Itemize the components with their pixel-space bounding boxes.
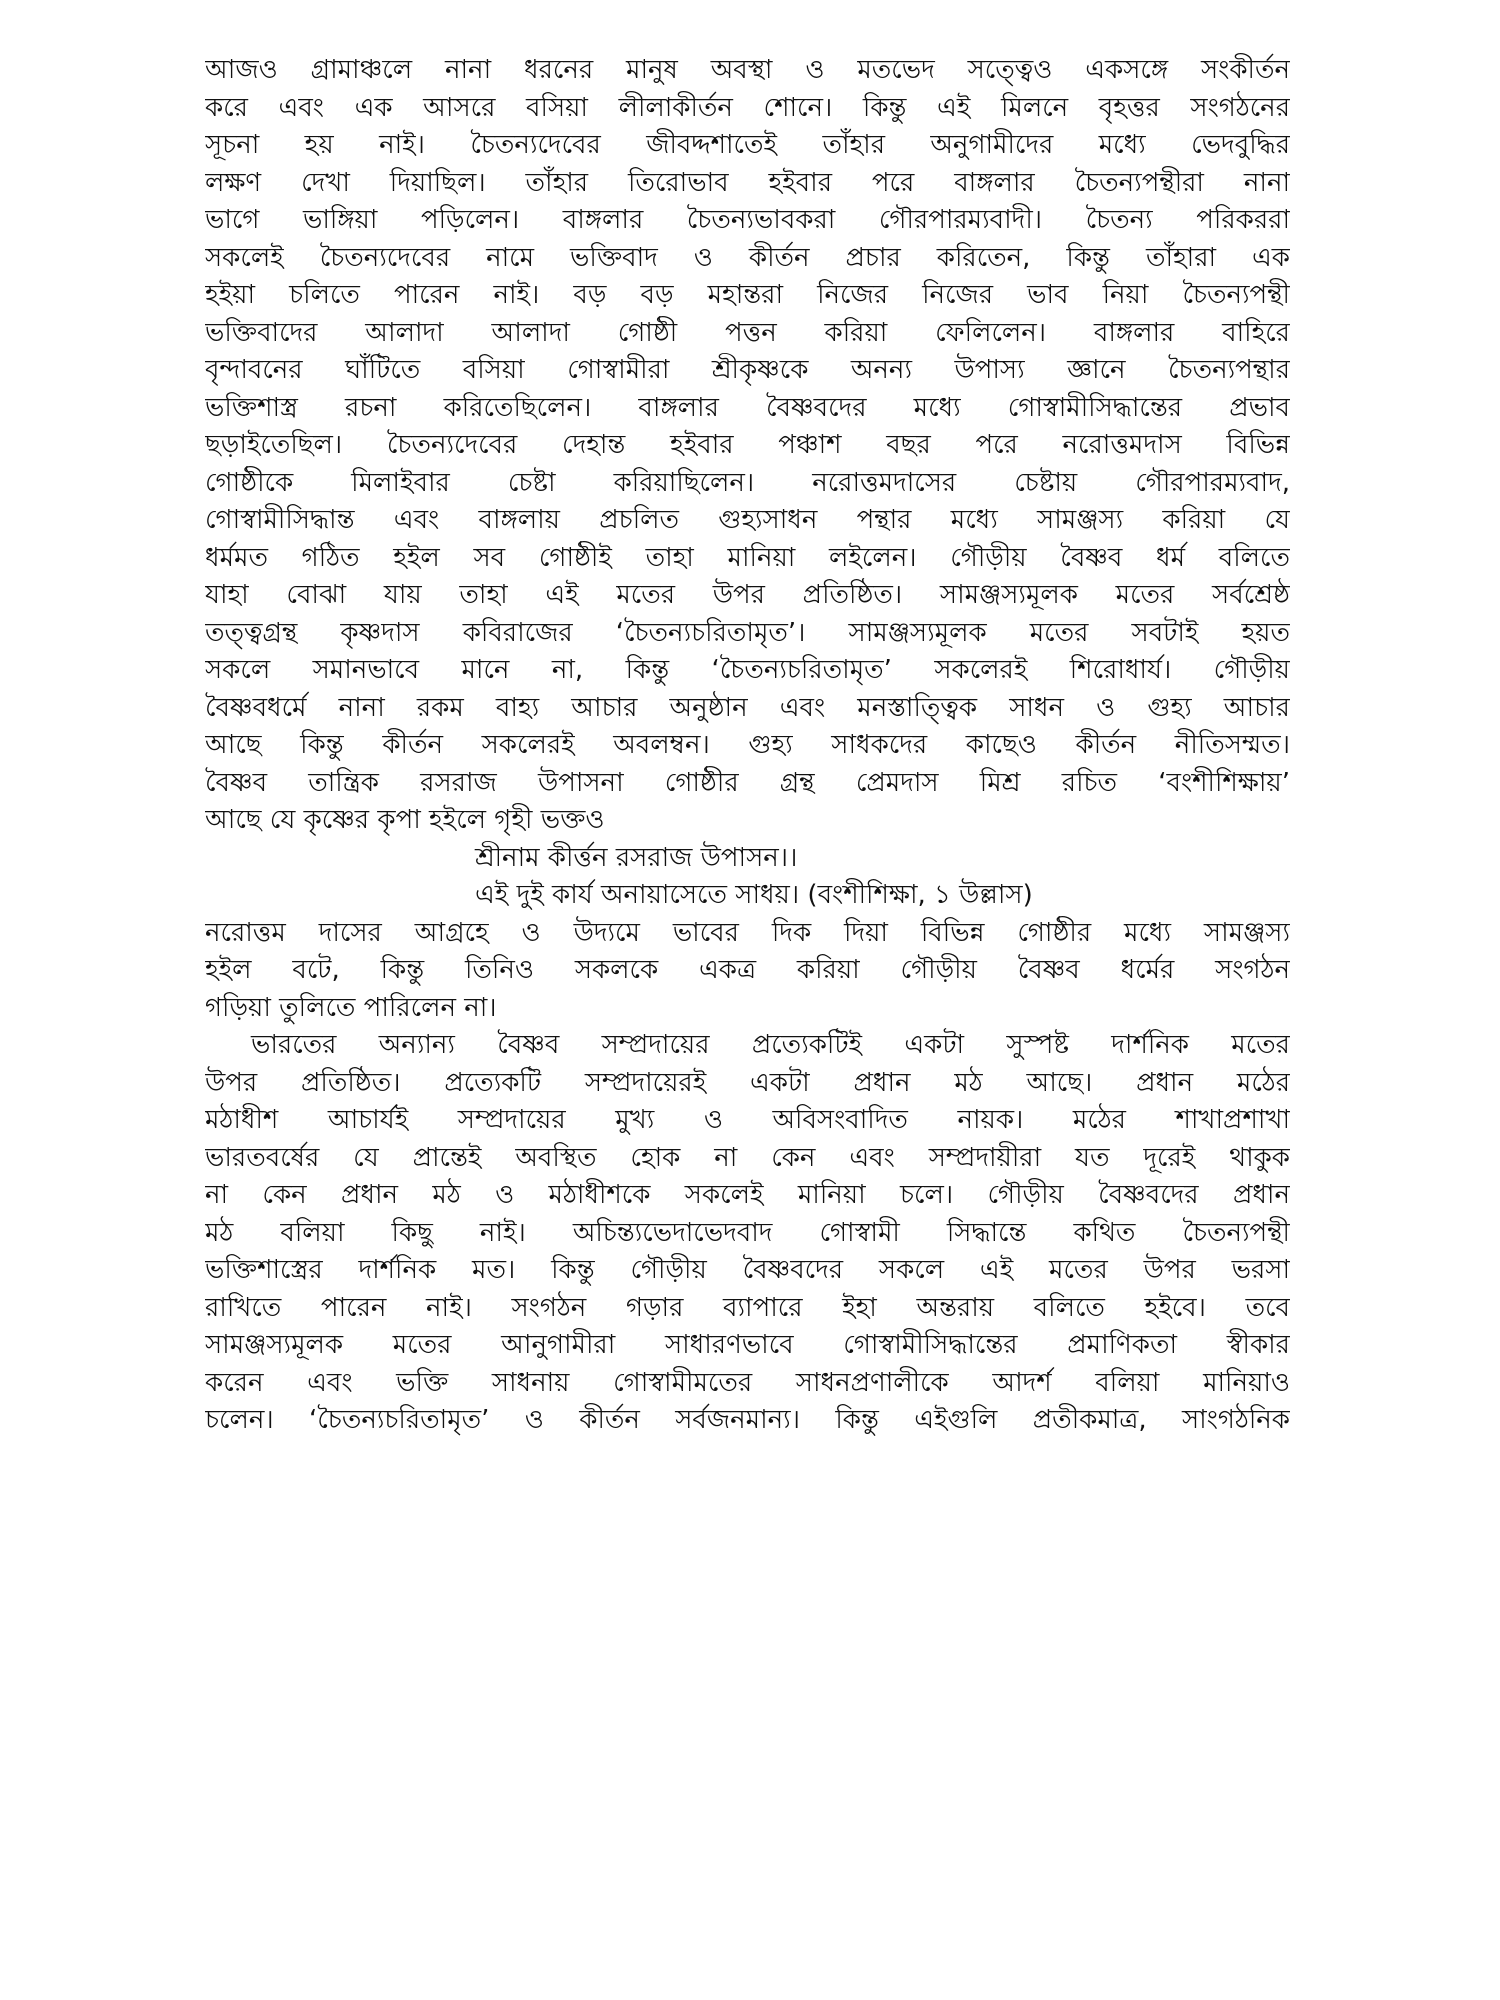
verse-line: শ্রীনাম কীর্ত্তন রসরাজ উপাসন।।: [475, 842, 798, 873]
text-line: গোস্বামীসিদ্ধান্ত এবং বাঙ্গলায় প্রচলিত গুহ্যসাধন পন্থার মধ্যে সামঞ্জস্য করিয়া যে: [205, 505, 1290, 535]
text-line: রাখিতে পারেন নাই। সংগঠন গড়ার ব্যাপারে ইহা অন্তরায় বলিতে হইবে। তবে: [205, 1292, 1290, 1323]
text-line: সূচনা হয় নাই। চৈতন্যদেবের জীবদ্দশাতেই তাঁহার অনুগামীদের মধ্যে ভেদবুদ্ধির: [205, 130, 1290, 160]
verse-quote: [205, 840, 1290, 915]
text-line: হইয়া চলিতে পারেন নাই। বড় বড় মহান্তরা নিজের নিজের ভাব নিয়া চৈতন্যপন্থী: [205, 280, 1290, 310]
paragraph-2: [205, 915, 1290, 1028]
text-line: করে এবং এক আসরে বসিয়া লীলাকীর্তন শোনে। কিন্তু এই মিলনে বৃহত্তর সংগঠনের: [205, 92, 1290, 123]
text-line: সকলেই চৈতন্যদেবের নামে ভক্তিবাদ ও কীর্তন প্রচার করিতেন, কিন্তু তাঁহারা এক: [205, 242, 1290, 273]
text-line: সকলে সমানভাবে মানে না, কিন্তু ‘চৈতন্যচরিতামৃত’ সকলেরই শিরোধার্য। গৌড়ীয়: [205, 655, 1290, 685]
text-line: মঠাধীশ আচার্যই সম্প্রদায়ের মুখ্য ও অবিসংবাদিত নায়ক। মঠের শাখাপ্রশাখা: [205, 1105, 1290, 1135]
text-line: গোষ্ঠীকে মিলাইবার চেষ্টা করিয়াছিলেন। নরোত্তমদাসের চেষ্টায় গৌরপারম্যবাদ,: [205, 467, 1290, 498]
text-line: ভক্তিশাস্ত্রের দার্শনিক মত। কিন্তু গৌড়ীয় বৈষ্ণবদের সকলে এই মতের উপর ভরসা: [205, 1255, 1290, 1285]
text-line: তত্ত্বগ্রন্থ কৃষ্ণদাস কবিরাজের ‘চৈতন্যচরিতামৃত’। সামঞ্জস্যমূলক মতের সবটাই হয়ত: [205, 617, 1290, 648]
text-line: চলেন। ‘চৈতন্যচরিতামৃত’ ও কীর্তন সর্বজনমান্য। কিন্তু এইগুলি প্রতীকমাত্র, সাংগঠনিক: [205, 1405, 1290, 1435]
text-line: ছড়াইতেছিল। চৈতন্যদেবের দেহান্ত হইবার পঞ্চাশ বছর পরে নরোত্তমদাস বিভিন্ন: [205, 430, 1290, 460]
text-line: না কেন প্রধান মঠ ও মঠাধীশকে সকলেই মানিয়া চলে। গৌড়ীয় বৈষ্ণবদের প্রধান: [205, 1180, 1290, 1210]
text-line: আছে যে কৃষ্ণের কৃপা হইলে গৃহী ভক্তও: [205, 805, 605, 835]
text-line: ভারতের অন্যান্য বৈষ্ণব সম্প্রদায়ের প্রত্যেকটিই একটা সুস্পষ্ট দার্শনিক মতের: [251, 1030, 1290, 1060]
paragraph-3: [205, 1027, 1290, 1440]
text-line: বৈষ্ণব তান্ত্রিক রসরাজ উপাসনা গোষ্ঠীর গ্রন্থ প্রেমদাস মিশ্র রচিত ‘বংশীশিক্ষায়’: [205, 767, 1290, 798]
text-line: বৈষ্ণবধর্মে নানা রকম বাহ্য আচার অনুষ্ঠান এবং মনস্তাত্ত্বিক সাধন ও গুহ্য আচার: [205, 692, 1290, 723]
text-line: ভক্তিশাস্ত্র রচনা করিতেছিলেন। বাঙ্গলার বৈষ্ণবদের মধ্যে গোস্বামীসিদ্ধান্তের প্রভাব: [205, 392, 1290, 423]
text-line: উপর প্রতিষ্ঠিত। প্রত্যেকটি সম্প্রদায়েরই একটা প্রধান মঠ আছে। প্রধান মঠের: [205, 1067, 1290, 1098]
paragraph-1: [205, 52, 1290, 840]
text-line: আছে কিন্তু কীর্তন সকলেরই অবলম্বন। গুহ্য সাধকদের কাছেও কীর্তন নীতিসম্মত।: [205, 730, 1290, 760]
text-line: সামঞ্জস্যমূলক মতের আনুগামীরা সাধারণভাবে গোস্বামীসিদ্ধান্তের প্রমাণিকতা স্বীকার: [205, 1330, 1290, 1360]
verse-line: এই দুই কার্য অনায়াসেতে সাধয়। (বংশীশিক্ষা, ১ উল্লাস): [475, 880, 1033, 910]
text-line: মঠ বলিয়া কিছু নাই। অচিন্ত্যভেদাভেদবাদ গোস্বামী সিদ্ধান্তে কথিত চৈতন্যপন্থী: [205, 1217, 1290, 1248]
text-line: ভারতবর্ষের যে প্রান্তেই অবস্থিত হোক না কেন এবং সম্প্রদায়ীরা যত দূরেই থাকুক: [205, 1142, 1290, 1173]
text-line: নরোত্তম দাসের আগ্রহে ও উদ্যমে ভাবের দিক দিয়া বিভিন্ন গোষ্ঠীর মধ্যে সামঞ্জস্য: [205, 917, 1290, 948]
text-line: হইল বটে, কিন্তু তিনিও সকলকে একত্র করিয়া গৌড়ীয় বৈষ্ণব ধর্মের সংগঠন: [205, 955, 1290, 985]
text-line: যাহা বোঝা যায় তাহা এই মতের উপর প্রতিষ্ঠিত। সামঞ্জস্যমূলক মতের সর্বশ্রেষ্ঠ: [205, 580, 1290, 610]
text-line: করেন এবং ভক্তি সাধনায় গোস্বামীমতের সাধনপ্রণালীকে আদর্শ বলিয়া মানিয়াও: [205, 1367, 1290, 1398]
text-line: ধর্মমত গঠিত হইল সব গোষ্ঠীই তাহা মানিয়া লইলেন। গৌড়ীয় বৈষ্ণব ধর্ম বলিতে: [205, 542, 1290, 573]
text-line: ভক্তিবাদের আলাদা আলাদা গোষ্ঠী পত্তন করিয়া ফেলিলেন। বাঙ্গলার বাহিরে: [205, 317, 1290, 348]
text-line: আজও গ্রামাঞ্চলে নানা ধরনের মানুষ অবস্থা ও মতভেদ সত্ত্বেও একসঙ্গে সংকীর্তন: [205, 55, 1290, 85]
text-line: লক্ষণ দেখা দিয়াছিল। তাঁহার তিরোভাব হইবার পরে বাঙ্গলার চৈতন্যপন্থীরা নানা: [205, 167, 1290, 198]
text-line: বৃন্দাবনের ঘাঁটিতে বসিয়া গোস্বামীরা শ্রীকৃষ্ণকে অনন্য উপাস্য জ্ঞানে চৈতন্যপন্থার: [205, 355, 1290, 385]
text-line: ভাগে ভাঙ্গিয়া পড়িলেন। বাঙ্গলার চৈতন্যভাবকরা গৌরপারম্যবাদী। চৈতন্য পরিকররা: [205, 205, 1290, 235]
text-line: গড়িয়া তুলিতে পারিলেন না।: [205, 992, 497, 1023]
document-page: [205, 52, 1290, 1440]
